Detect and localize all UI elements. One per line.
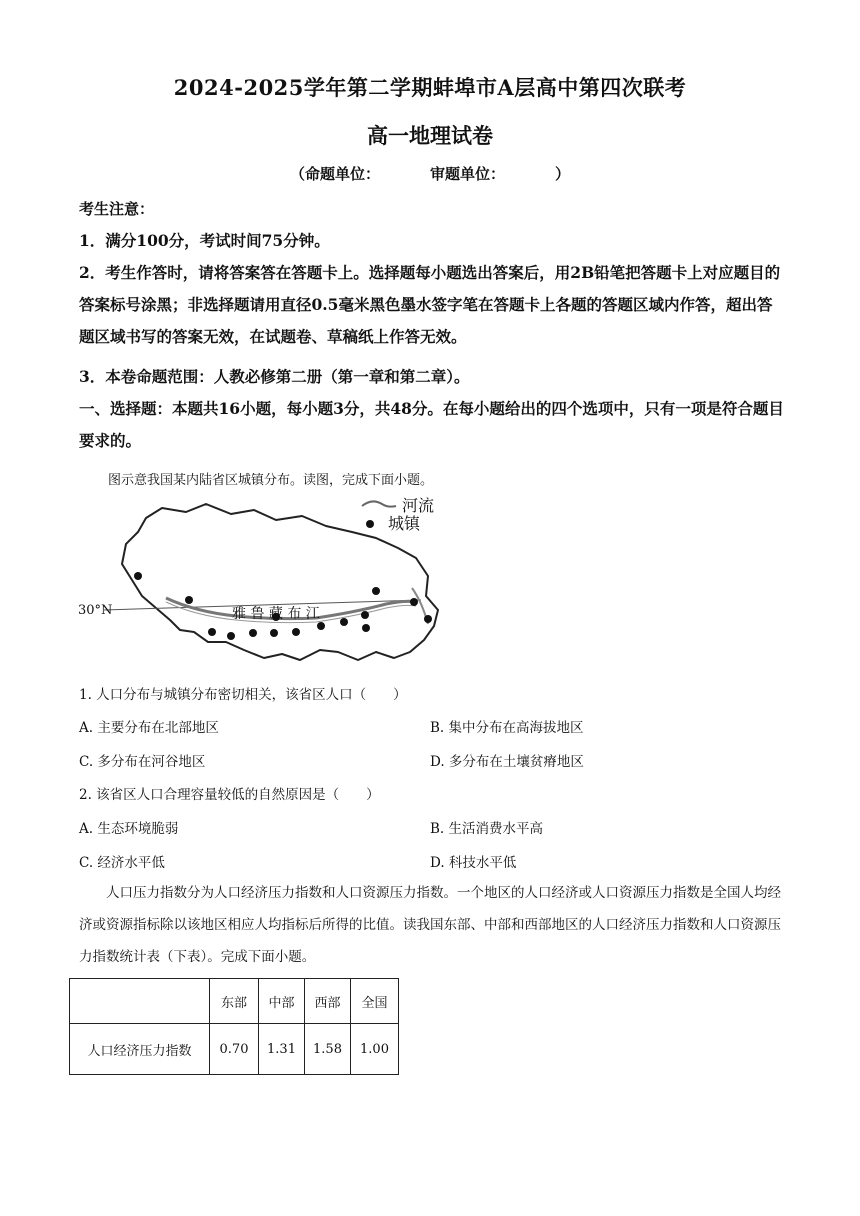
table-header-cell [70, 979, 210, 1024]
section-1-heading: 一、选择题：本题共16小题，每小题3分，共48分。在每小题给出的四个选项中，只有一项是符合题目要求的。 [79, 399, 784, 450]
q1-option-a: A. 主要分布在北部地区 [79, 720, 219, 736]
town-dot [249, 629, 257, 637]
town-dot [410, 598, 418, 606]
question-1-stem: 1. 人口分布与城镇分布密切相关，该省区人口（ ） [79, 687, 407, 703]
q1-option-c: C. 多分布在河谷地区 [79, 754, 206, 770]
town-dot [372, 587, 380, 595]
town-dot [317, 622, 325, 630]
table-cell: 0.70 [210, 1024, 259, 1075]
legend-river-label: 河流 [402, 496, 435, 515]
town-dot [292, 628, 300, 636]
legend-town-label: 城镇 [388, 514, 421, 533]
town-dot [227, 632, 235, 640]
question-2-stem: 2. 该省区人口合理容量较低的自然原因是（ ） [79, 787, 380, 803]
map-lead-text: 图示意我国某内陆省区城镇分布。读图，完成下面小题。 [108, 473, 434, 488]
exam-units [0, 163, 860, 184]
pressure-index-passage: 人口压力指数分为人口经济压力指数和人口资源压力指数。一个地区的人口经济或人口资源压力指数是全国人均经济或资源指标除以该地区相应人均指标后所得的比值。读我国东部、中部和西部地区的人口经济压力指数和人口资源压力指数统计表（下表）。完成下面小题。 [79, 885, 781, 965]
table-header-cell: 西部 [305, 979, 351, 1024]
province-map [76, 492, 456, 672]
q1-option-b: B. 集中分布在高海拔地区 [430, 720, 584, 736]
river-name-label: 雅 鲁 藏 布 江 [232, 606, 320, 622]
unit-right: 审题单位： [429, 165, 505, 183]
exam-subtitle: 高一地理试卷 [367, 123, 493, 148]
q2-option-a: A. 生态环境脆弱 [79, 821, 179, 837]
town-dot [340, 618, 348, 626]
q2-option-b: B. 生活消费水平高 [430, 821, 544, 837]
table-cell: 1.58 [305, 1024, 351, 1075]
table-row [70, 1024, 399, 1075]
table-cell: 1.00 [351, 1024, 399, 1075]
legend-town-icon [366, 520, 374, 528]
q2-option-c: C. 经济水平低 [79, 855, 165, 871]
q2-option-d: D. 科技水平低 [430, 855, 517, 871]
unit-close: ） [555, 165, 571, 183]
town-dot [361, 611, 369, 619]
table-header-row [70, 979, 399, 1024]
notice-item-2: 2．考生作答时，请将答案答在答题卡上。选择题每小题选出答案后，用2B铅笔把答题卡上对应题目的答案标号涂黑；非选择题请用直径0.5毫米黑色墨水签字笔在答题卡上各题的答题区域内作答，超出答题区域书写的答案无效，在试题卷、草稿纸上作答无效。 [79, 263, 781, 346]
q1-option-d: D. 多分布在土壤贫瘠地区 [430, 754, 584, 770]
table-cell: 1.31 [259, 1024, 305, 1075]
unit-left: （命题单位： [289, 165, 380, 183]
town-dot [362, 624, 370, 632]
notice-heading: 考生注意： [79, 200, 155, 218]
town-dot [134, 572, 142, 580]
table-header-cell: 中部 [259, 979, 305, 1024]
table-header-cell: 全国 [351, 979, 399, 1024]
notice-item-3: 3．本卷命题范围：人教必修第二册（第一章和第二章）。 [79, 367, 470, 386]
town-dot [424, 615, 432, 623]
legend-river-icon [362, 501, 396, 506]
town-dot [185, 596, 193, 604]
table-row-label: 人口经济压力指数 [70, 1024, 210, 1075]
notice-item-1: 1．满分100分，考试时间75分钟。 [79, 231, 330, 250]
town-dot [208, 628, 216, 636]
table-header-cell: 东部 [210, 979, 259, 1024]
exam-title: 2024-2025学年第二学期蚌埠市A层高中第四次联考 [173, 75, 687, 100]
pressure-index-table [69, 978, 399, 1075]
latitude-label: 30°N [78, 603, 113, 618]
town-dot [270, 629, 278, 637]
